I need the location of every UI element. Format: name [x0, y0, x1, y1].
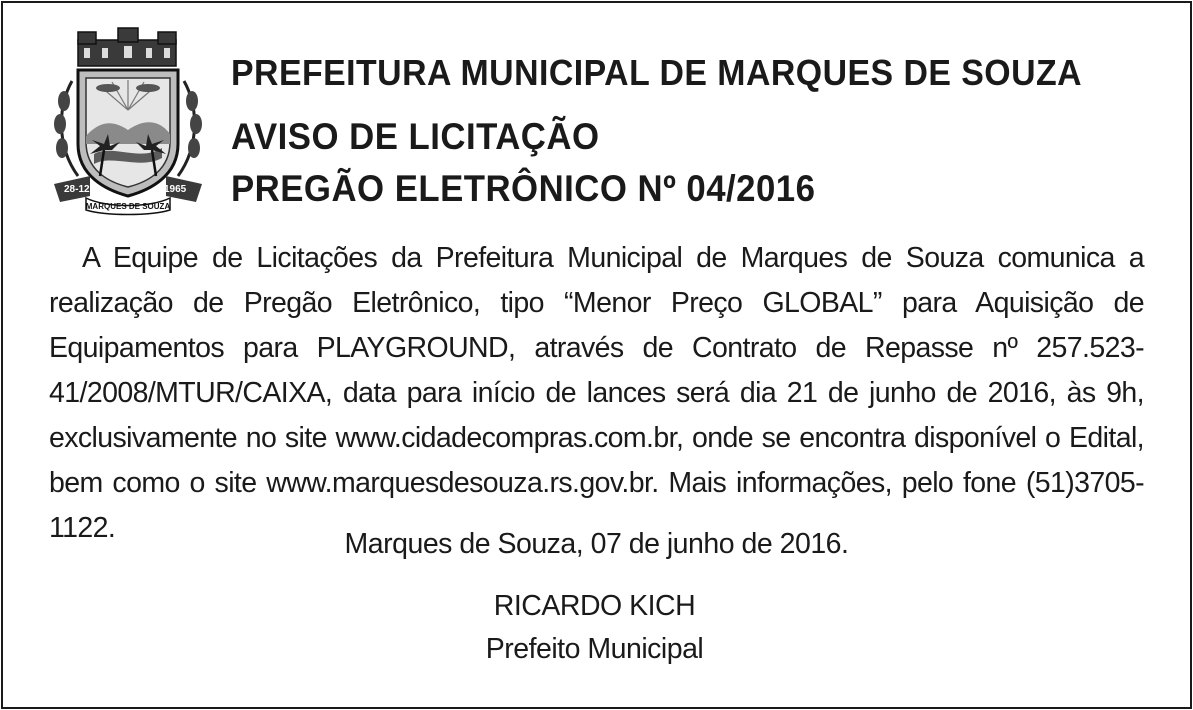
municipality-title: PREFEITURA MUNICIPAL DE MARQUES DE SOUZA	[231, 52, 1083, 93]
procurement-number-title: PREGÃO ELETRÔNICO Nº 04/2016	[231, 168, 816, 209]
notice-body	[49, 236, 1144, 551]
notice-paragraph: A Equipe de Licitações da Prefeitura Municipal de Marques de Souza comunica a realização de Pregão Eletrônico, tipo “Menor Preço GLOBAL” para Aquisição de Equipamentos para PLAYGROUND, através de Contrato de Repasse nº 257.523-41/2008/MTUR/CAIXA, data para início de lances será dia 21 de junho de 2016, às 9h, exclusivamente no site www.cidadecompras.com.br, onde se encontra disponível o Edital, bem como o site www.marquesdesouza.rs.gov.br. Mais informações, pelo fone (51)3705-1122.	[49, 242, 1144, 544]
crest-banner-text: MARQUES DE SOUZA	[85, 202, 171, 211]
municipal-coat-of-arms-icon	[50, 26, 206, 216]
crest-right-date: 1965	[164, 184, 187, 195]
signatory-name: RICARDO KICH	[493, 590, 696, 622]
notice-type-title: AVISO DE LICITAÇÃO	[231, 116, 600, 157]
crest-left-date: 28-12	[64, 184, 90, 195]
notice-date-line: Marques de Souza, 07 de junho de 2016.	[344, 528, 849, 560]
signatory-role: Prefeito Municipal	[485, 633, 704, 665]
